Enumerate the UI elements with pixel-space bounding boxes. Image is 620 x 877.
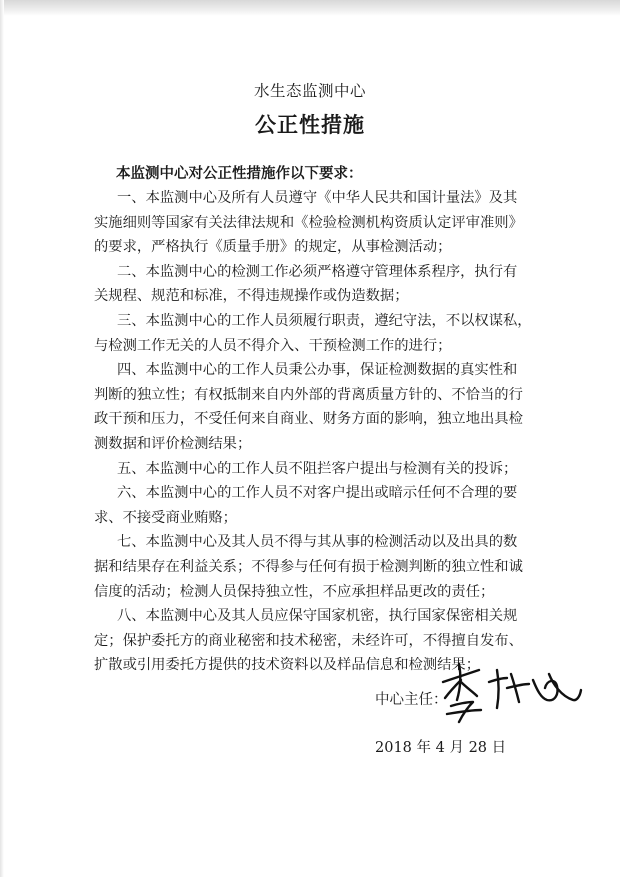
body-line: 与检测工作无关的人员不得介入、干预检测工作的进行； (94, 337, 452, 354)
handwritten-signature-icon (437, 660, 587, 724)
scan-edge-top (0, 0, 620, 16)
body-line: 七、本监测中心及其人员不得与其从事的检测活动以及出具的数 (117, 534, 518, 551)
body-line: 信度的活动；检测人员保持独立性，不应承担样品更改的责任； (94, 583, 495, 600)
body-line: 扩散或引用委托方提供的技术资料以及样品信息和检测结果； (94, 657, 481, 674)
signer-label: 中心主任： (375, 692, 448, 708)
body-line: 一、本监测中心及所有人员遵守《中华人民共和国计量法》及其 (117, 190, 518, 206)
intro-heading: 本监测中心对公正性措施作以下要求： (116, 165, 363, 182)
body-line: 关规程、规范和标准，不得违规操作或伪造数据； (94, 288, 409, 305)
document-date: 2018 年 4 月 28 日 (375, 740, 507, 756)
body-line: 四、本监测中心的工作人员秉公办事，保证检测数据的真实性和 (117, 362, 518, 379)
body-line: 二、本监测中心的检测工作必须严格遵守管理体系程序，执行有 (117, 263, 518, 280)
body-line: 三、本监测中心的工作人员须履行职责，遵纪守法，不以权谋私， (117, 313, 532, 329)
body-line: 六、本监测中心的工作人员不对客户提出或暗示任何不合理的要 (117, 485, 518, 502)
body-line: 八、本监测中心及其人员应保守国家机密，执行国家保密相关规 (117, 608, 518, 625)
body-line: 政干预和压力，不受任何来自商业、财务方面的影响，独立地出具检 (94, 411, 523, 428)
body-line: 的要求，严格执行《质量手册》的规定，从事检测活动； (94, 239, 452, 256)
organization-name: 水生态监测中心 (253, 82, 366, 100)
body-line: 求、不接受商业贿赂； (94, 509, 237, 526)
body-line: 据和结果存在利益关系；不得参与任何有损于检测判断的独立性和诚 (94, 559, 523, 575)
body-line: 五、本监测中心的工作人员不阻拦客户提出与检测有关的投诉； (117, 460, 518, 477)
body-line: 实施细则等国家有关法律法规和《检验检测机构资质认定评审准则》 (94, 214, 523, 231)
body-line: 测数据和评价检测结果； (94, 436, 252, 452)
body-line: 定；保护委托方的商业秘密和技术秘密，未经许可，不得擅自发布、 (94, 632, 523, 649)
body-line: 判断的独立性；有权抵制来自内外部的背离质量方针的、不恰当的行 (94, 386, 523, 403)
document-title: 公正性措施 (255, 112, 365, 137)
